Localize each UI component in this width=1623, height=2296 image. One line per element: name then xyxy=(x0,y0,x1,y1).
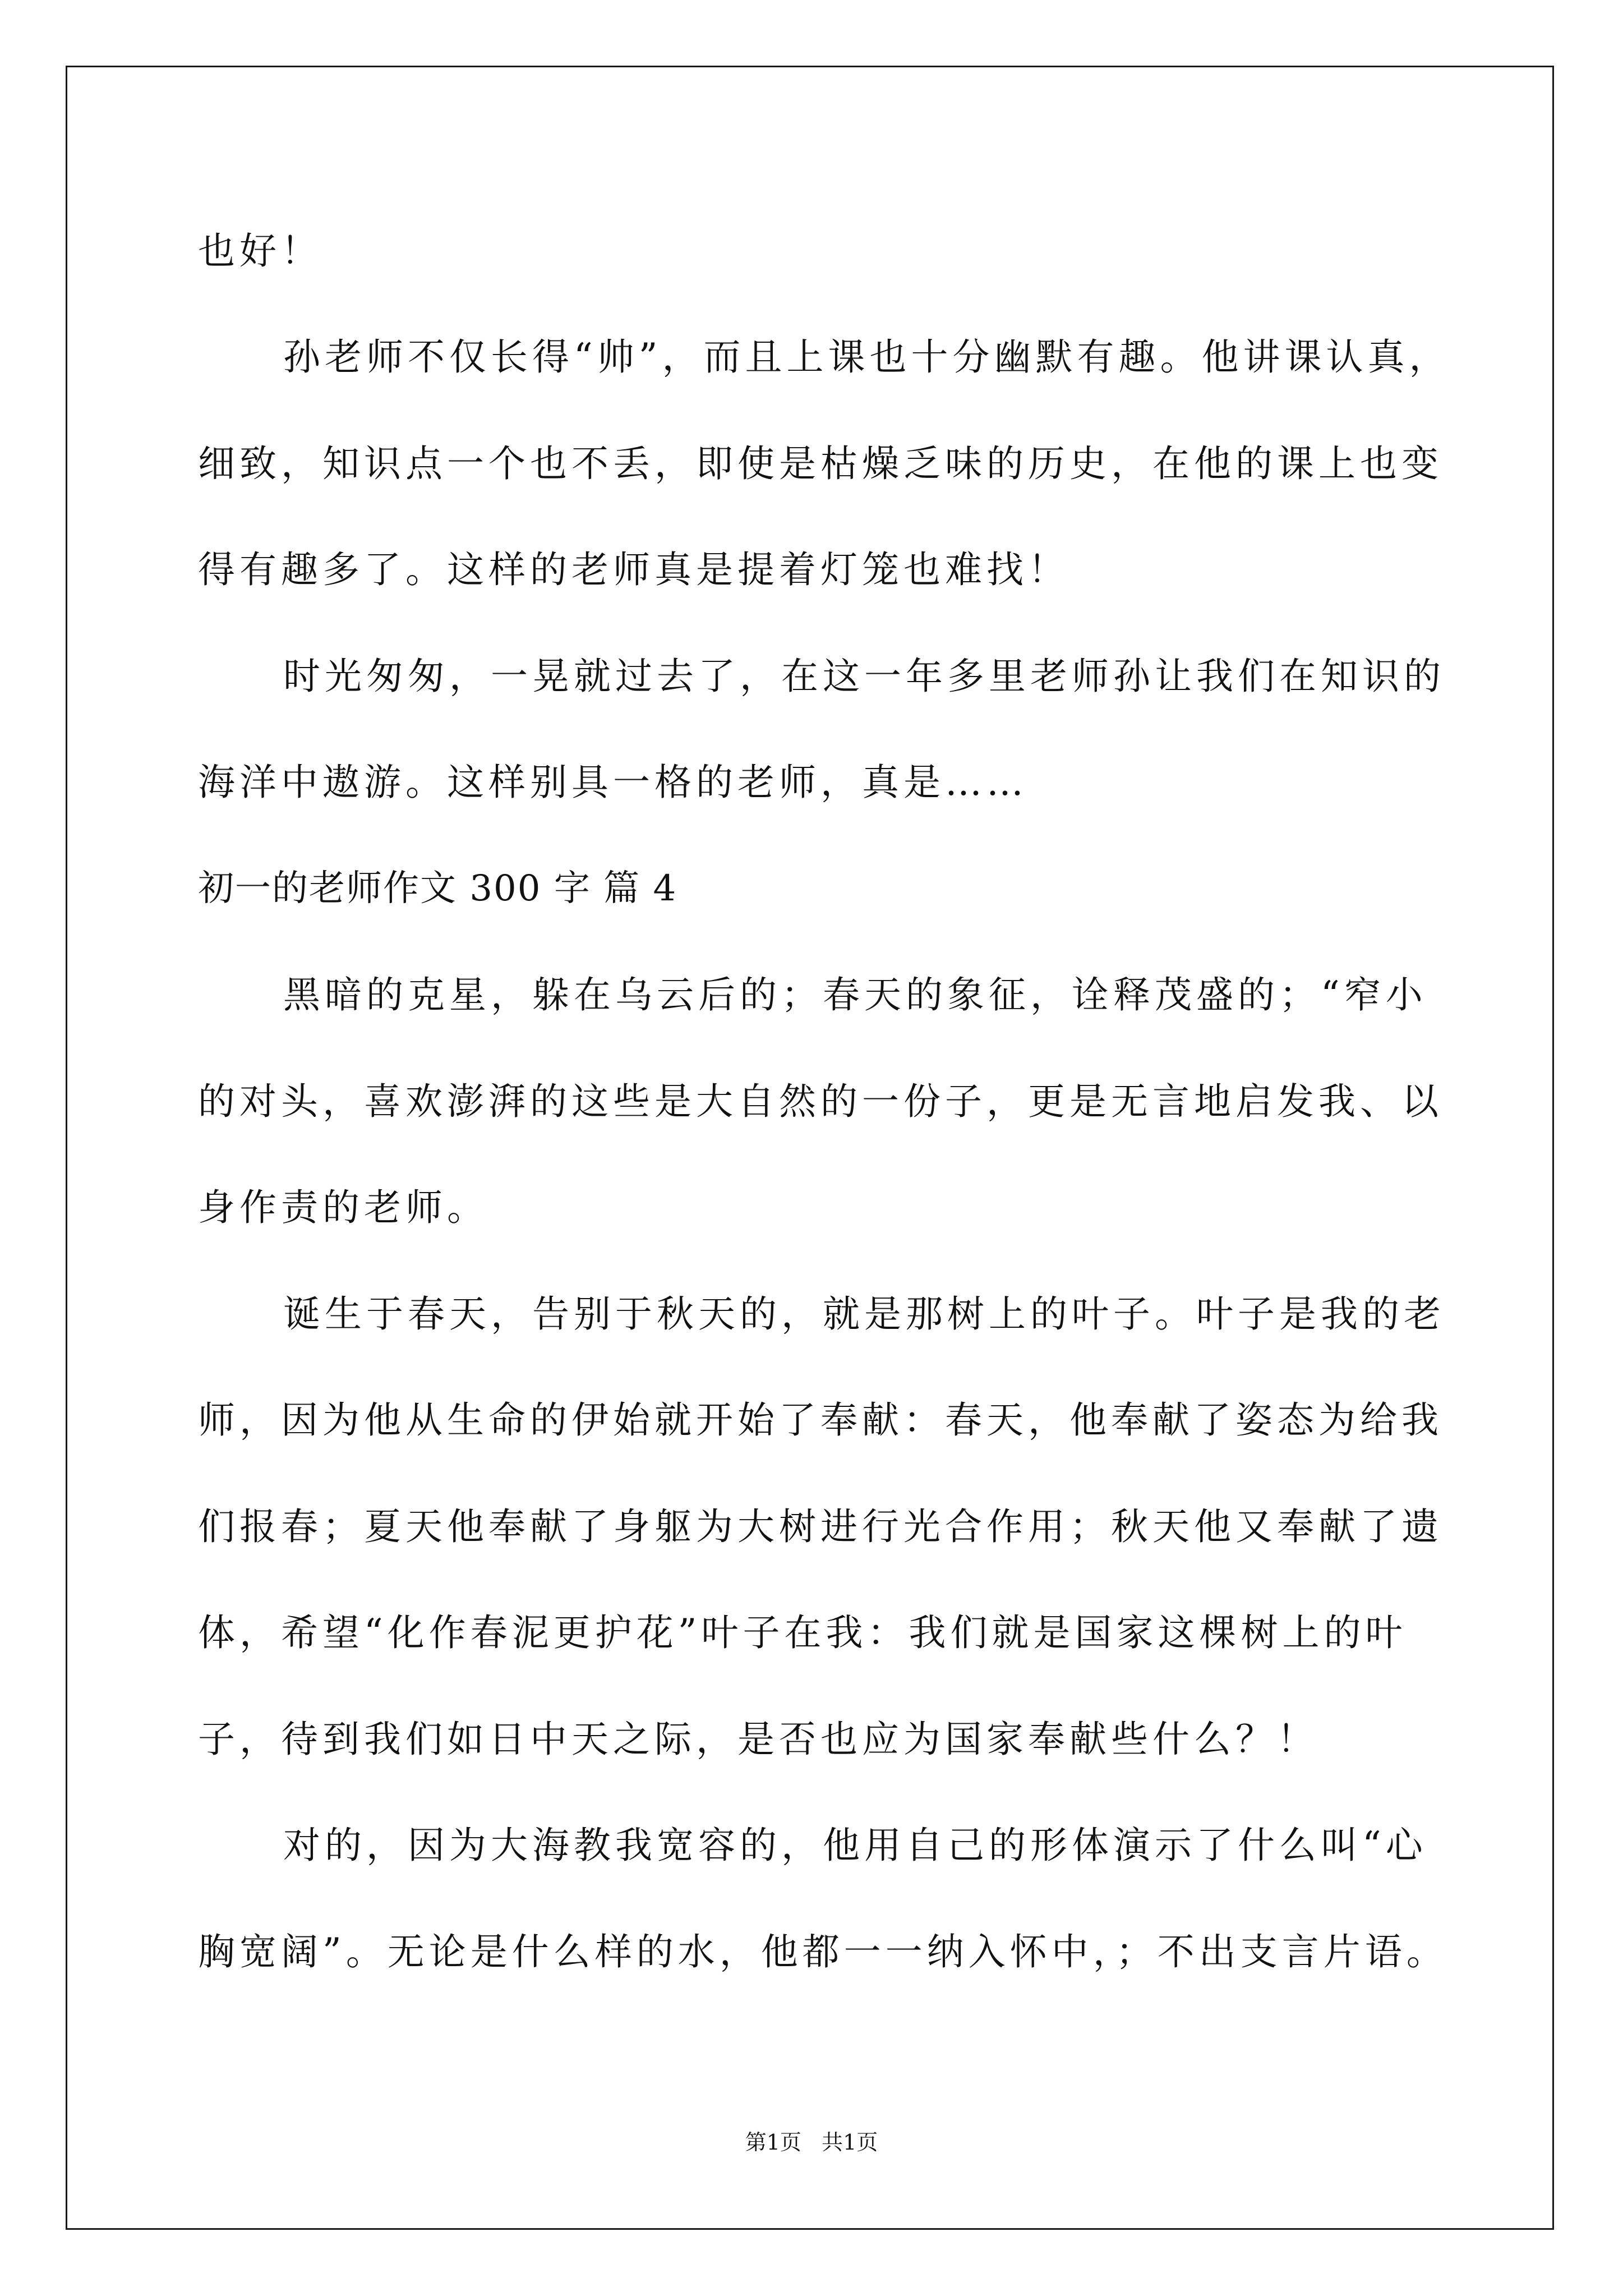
section-heading: 初一的老师作文 300 字 篇 4 xyxy=(198,868,677,909)
text-line: 胸宽阔”。无论是什么样的水，他都一一纳入怀中，；不出支言片语。 xyxy=(198,1930,1448,1973)
text-line: 体，希望“化作春泥更护花”叶子在我：我们就是国家这棵树上的叶 xyxy=(198,1611,1407,1654)
text-line: 的对头，喜欢澎湃的这些是大自然的一份子，更是无言地启发我、以 xyxy=(198,1080,1443,1123)
text-line: 海洋中遨游。这样别具一格的老师，真是…… xyxy=(198,761,1028,804)
page-border xyxy=(66,66,1554,2230)
text-line: 师，因为他从生命的伊始就开始了奉献：春天，他奉献了姿态为给我 xyxy=(198,1398,1443,1442)
text-line: 得有趣多了。这样的老师真是提着灯笼也难找！ xyxy=(198,548,1069,591)
paragraph-first-line: 孙老师不仅长得“帅”，而且上课也十分幽默有趣。他讲课认真， xyxy=(283,335,1451,379)
paragraph-first-line: 对的，因为大海教我宽容的，他用自己的形体演示了什么叫“心 xyxy=(283,1824,1427,1867)
page-number: 第1页 共1页 xyxy=(745,2130,878,2155)
paragraph-first-line: 诞生于春天，告别于秋天的，就是那树上的叶子。叶子是我的老 xyxy=(283,1292,1445,1336)
text-line: 们报春；夏天他奉献了身躯为大树进行光合作用；秋天他又奉献了遗 xyxy=(198,1505,1443,1548)
paragraph-first-line: 黑暗的克星，躲在乌云后的；春天的象征，诠释茂盛的；“窄小 xyxy=(283,973,1427,1016)
text-line: 子，待到我们如日中天之际，是否也应为国家奉献些什么？！ xyxy=(198,1718,1318,1761)
text-line: 也好！ xyxy=(198,229,322,273)
text-line: 细致，知识点一个也不丢，即使是枯燥乏味的历史，在他的课上也变 xyxy=(198,442,1443,485)
paragraph-first-line: 时光匆匆，一晃就过去了，在这一年多里老师孙让我们在知识的 xyxy=(283,655,1445,698)
text-line: 身作责的老师。 xyxy=(198,1186,488,1229)
